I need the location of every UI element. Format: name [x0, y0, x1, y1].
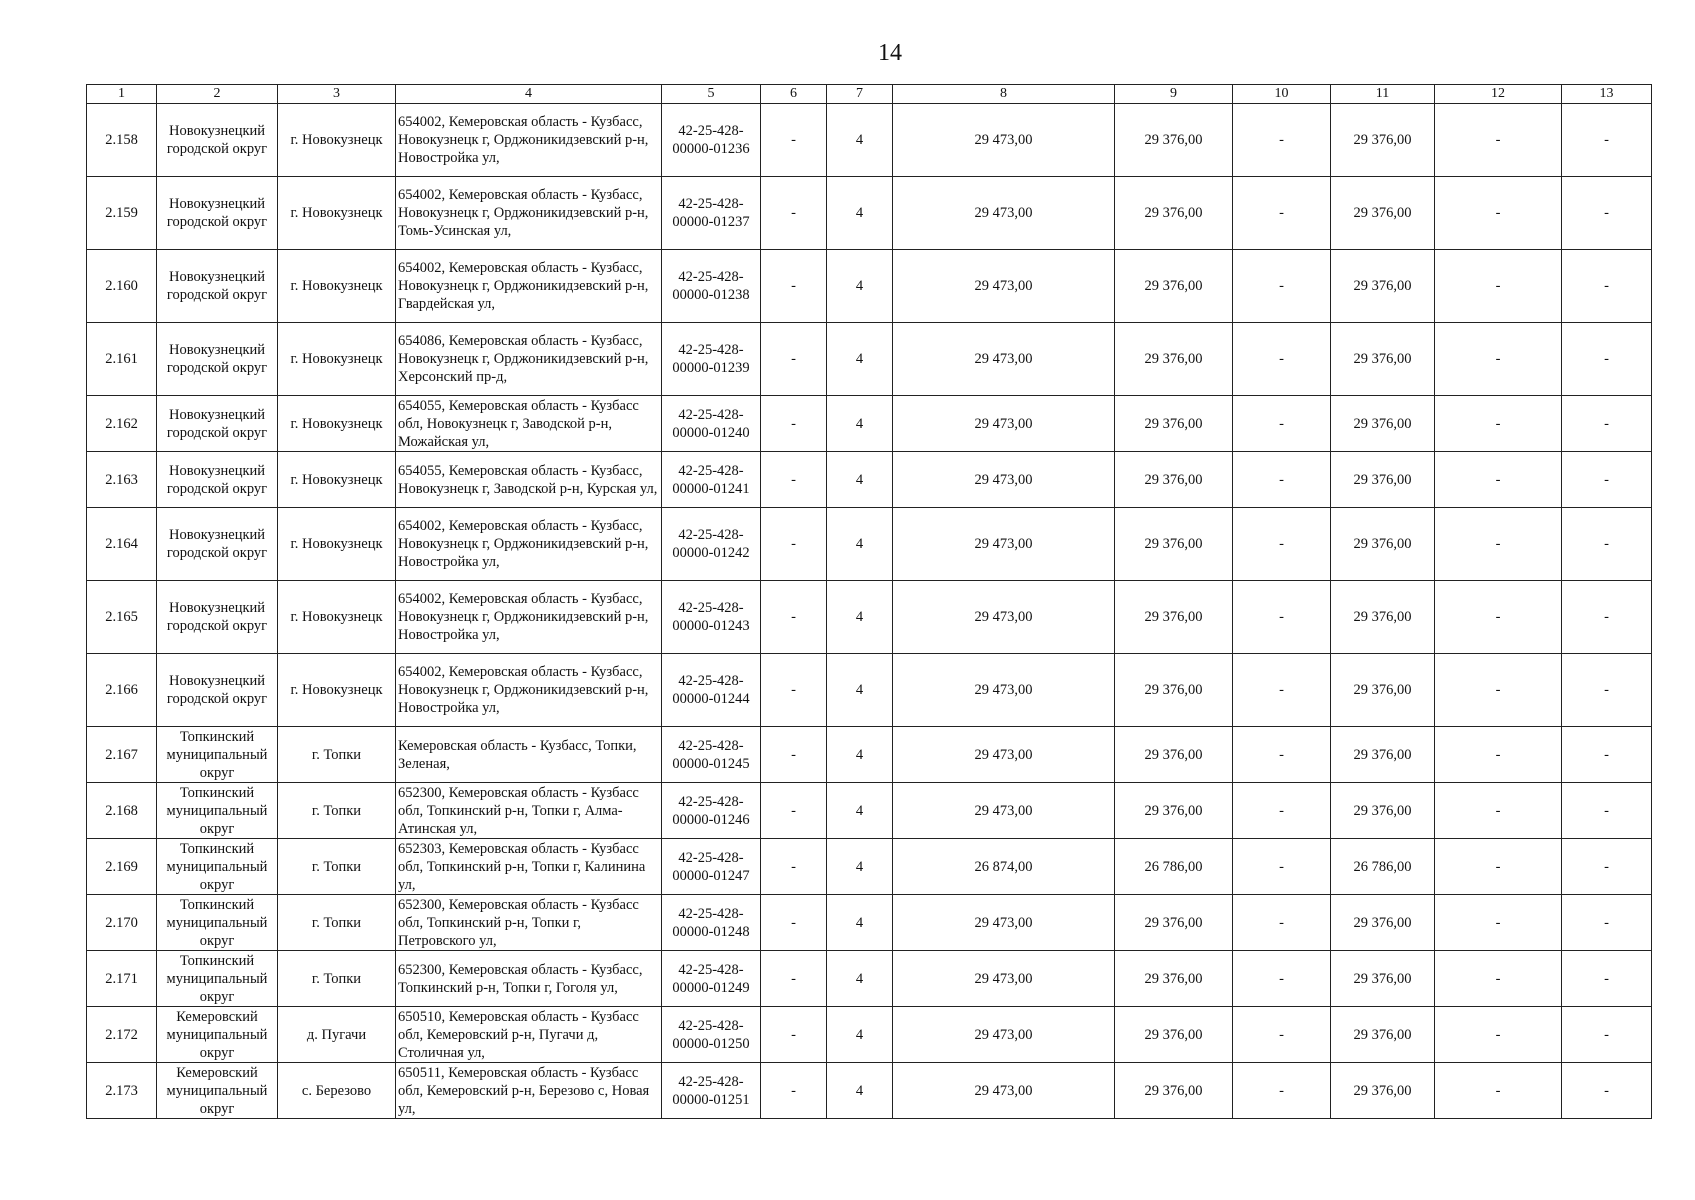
address-cell: 654002, Кемеровская область - Кузбасс, Новокузнецк г, Орджоникидзевский р-н, Новостройка ул, [396, 654, 662, 727]
col12-cell: - [1435, 727, 1562, 783]
address-cell: 654002, Кемеровская область - Кузбасс, Новокузнецк г, Орджоникидзевский р-н, Гвардейская ул, [396, 250, 662, 323]
col11-cell: 29 376,00 [1331, 1007, 1435, 1063]
row-number-cell: 2.167 [87, 727, 157, 783]
district-cell: Новокузнецкий городской округ [157, 452, 278, 508]
address-cell: 652300, Кемеровская область - Кузбасс, Топкинский р-н, Топки г, Гоголя ул, [396, 951, 662, 1007]
col6-cell: - [761, 452, 827, 508]
col10-cell: - [1233, 396, 1331, 452]
table-row [87, 1007, 1652, 1063]
col10-cell: - [1233, 323, 1331, 396]
col7-cell: 4 [827, 581, 893, 654]
code-cell: 42-25-428-00000-01241 [662, 452, 761, 508]
row-number-cell: 2.158 [87, 104, 157, 177]
table-row [87, 727, 1652, 783]
code-cell: 42-25-428-00000-01246 [662, 783, 761, 839]
row-number-cell: 2.168 [87, 783, 157, 839]
col10-cell: - [1233, 727, 1331, 783]
col9-cell: 29 376,00 [1115, 1063, 1233, 1119]
col6-cell: - [761, 654, 827, 727]
district-cell: Кемеровский муниципальный округ [157, 1063, 278, 1119]
locality-cell: г. Новокузнецк [278, 177, 396, 250]
col9-cell: 29 376,00 [1115, 1007, 1233, 1063]
col13-cell: - [1562, 654, 1652, 727]
col10-cell: - [1233, 1063, 1331, 1119]
code-cell: 42-25-428-00000-01238 [662, 250, 761, 323]
col6-cell: - [761, 508, 827, 581]
col7-cell: 4 [827, 895, 893, 951]
col13-cell: - [1562, 177, 1652, 250]
col7-cell: 4 [827, 727, 893, 783]
col13-cell: - [1562, 1007, 1652, 1063]
col9-cell: 29 376,00 [1115, 783, 1233, 839]
table-row [87, 839, 1652, 895]
row-number-cell: 2.171 [87, 951, 157, 1007]
row-number-cell: 2.170 [87, 895, 157, 951]
col6-cell: - [761, 250, 827, 323]
table-row [87, 951, 1652, 1007]
col10-cell: - [1233, 951, 1331, 1007]
locality-cell: г. Новокузнецк [278, 250, 396, 323]
col11-cell: 29 376,00 [1331, 581, 1435, 654]
col13-cell: - [1562, 250, 1652, 323]
address-cell: 654055, Кемеровская область - Кузбасс обл, Новокузнецк г, Заводской р-н, Можайская ул, [396, 396, 662, 452]
district-cell: Топкинский муниципальный округ [157, 839, 278, 895]
col6-cell: - [761, 177, 827, 250]
col8-cell: 29 473,00 [893, 1063, 1115, 1119]
col12-cell: - [1435, 1063, 1562, 1119]
col8-cell: 29 473,00 [893, 727, 1115, 783]
locality-cell: с. Березово [278, 1063, 396, 1119]
col8-cell: 29 473,00 [893, 783, 1115, 839]
col7-cell: 4 [827, 396, 893, 452]
col10-cell: - [1233, 895, 1331, 951]
district-cell: Топкинский муниципальный округ [157, 895, 278, 951]
col12-cell: - [1435, 581, 1562, 654]
col12-cell: - [1435, 396, 1562, 452]
col11-cell: 29 376,00 [1331, 1063, 1435, 1119]
table-row [87, 654, 1652, 727]
district-cell: Топкинский муниципальный округ [157, 727, 278, 783]
col13-cell: - [1562, 1063, 1652, 1119]
col6-cell: - [761, 323, 827, 396]
col6-cell: - [761, 783, 827, 839]
col6-cell: - [761, 727, 827, 783]
col8-cell: 29 473,00 [893, 250, 1115, 323]
col11-cell: 29 376,00 [1331, 654, 1435, 727]
col12-cell: - [1435, 508, 1562, 581]
row-number-cell: 2.172 [87, 1007, 157, 1063]
row-number-cell: 2.173 [87, 1063, 157, 1119]
col6-cell: - [761, 1007, 827, 1063]
column-header: 9 [1115, 85, 1233, 104]
code-cell: 42-25-428-00000-01250 [662, 1007, 761, 1063]
col9-cell: 29 376,00 [1115, 654, 1233, 727]
col13-cell: - [1562, 452, 1652, 508]
col11-cell: 29 376,00 [1331, 452, 1435, 508]
code-cell: 42-25-428-00000-01247 [662, 839, 761, 895]
code-cell: 42-25-428-00000-01236 [662, 104, 761, 177]
address-cell: 652300, Кемеровская область - Кузбасс обл, Топкинский р-н, Топки г, Петровского ул, [396, 895, 662, 951]
locality-cell: г. Топки [278, 783, 396, 839]
column-header: 11 [1331, 85, 1435, 104]
col8-cell: 29 473,00 [893, 951, 1115, 1007]
row-number-cell: 2.164 [87, 508, 157, 581]
code-cell: 42-25-428-00000-01242 [662, 508, 761, 581]
district-cell: Новокузнецкий городской округ [157, 323, 278, 396]
table-row [87, 396, 1652, 452]
district-cell: Новокузнецкий городской округ [157, 104, 278, 177]
col11-cell: 29 376,00 [1331, 783, 1435, 839]
col6-cell: - [761, 1063, 827, 1119]
row-number-cell: 2.162 [87, 396, 157, 452]
locality-cell: г. Новокузнецк [278, 581, 396, 654]
col12-cell: - [1435, 104, 1562, 177]
table-row [87, 508, 1652, 581]
col7-cell: 4 [827, 654, 893, 727]
col9-cell: 29 376,00 [1115, 508, 1233, 581]
col10-cell: - [1233, 783, 1331, 839]
page-number: 14 [878, 40, 902, 66]
col13-cell: - [1562, 839, 1652, 895]
col11-cell: 29 376,00 [1331, 104, 1435, 177]
row-number-cell: 2.166 [87, 654, 157, 727]
district-cell: Топкинский муниципальный округ [157, 951, 278, 1007]
locality-cell: г. Топки [278, 895, 396, 951]
data-table [86, 84, 1652, 1119]
locality-cell: г. Новокузнецк [278, 508, 396, 581]
col8-cell: 29 473,00 [893, 1007, 1115, 1063]
column-header: 3 [278, 85, 396, 104]
locality-cell: г. Топки [278, 951, 396, 1007]
col8-cell: 29 473,00 [893, 508, 1115, 581]
col12-cell: - [1435, 951, 1562, 1007]
col7-cell: 4 [827, 104, 893, 177]
district-cell: Новокузнецкий городской округ [157, 654, 278, 727]
table-row [87, 1063, 1652, 1119]
locality-cell: г. Новокузнецк [278, 104, 396, 177]
code-cell: 42-25-428-00000-01248 [662, 895, 761, 951]
col7-cell: 4 [827, 508, 893, 581]
col10-cell: - [1233, 508, 1331, 581]
col13-cell: - [1562, 508, 1652, 581]
row-number-cell: 2.169 [87, 839, 157, 895]
table-row [87, 177, 1652, 250]
col9-cell: 29 376,00 [1115, 895, 1233, 951]
column-header: 1 [87, 85, 157, 104]
column-header: 12 [1435, 85, 1562, 104]
address-cell: 652300, Кемеровская область - Кузбасс обл, Топкинский р-н, Топки г, Алма-Атинская ул, [396, 783, 662, 839]
col7-cell: 4 [827, 839, 893, 895]
col11-cell: 29 376,00 [1331, 508, 1435, 581]
col8-cell: 29 473,00 [893, 396, 1115, 452]
col12-cell: - [1435, 452, 1562, 508]
locality-cell: г. Новокузнецк [278, 452, 396, 508]
col6-cell: - [761, 951, 827, 1007]
district-cell: Кемеровский муниципальный округ [157, 1007, 278, 1063]
col9-cell: 29 376,00 [1115, 177, 1233, 250]
address-cell: 650510, Кемеровская область - Кузбасс обл, Кемеровский р-н, Пугачи д, Столичная ул, [396, 1007, 662, 1063]
code-cell: 42-25-428-00000-01243 [662, 581, 761, 654]
locality-cell: г. Новокузнецк [278, 323, 396, 396]
col11-cell: 29 376,00 [1331, 396, 1435, 452]
column-header: 8 [893, 85, 1115, 104]
col9-cell: 29 376,00 [1115, 452, 1233, 508]
table-row [87, 323, 1652, 396]
address-cell: 654055, Кемеровская область - Кузбасс, Новокузнецк г, Заводской р-н, Курская ул, [396, 452, 662, 508]
column-header: 7 [827, 85, 893, 104]
col13-cell: - [1562, 396, 1652, 452]
locality-cell: г. Новокузнецк [278, 654, 396, 727]
address-cell: 650511, Кемеровская область - Кузбасс обл, Кемеровский р-н, Березово с, Новая ул, [396, 1063, 662, 1119]
col8-cell: 29 473,00 [893, 895, 1115, 951]
district-cell: Топкинский муниципальный округ [157, 783, 278, 839]
col10-cell: - [1233, 839, 1331, 895]
col12-cell: - [1435, 323, 1562, 396]
col7-cell: 4 [827, 783, 893, 839]
table-row [87, 581, 1652, 654]
column-header: 4 [396, 85, 662, 104]
table-row [87, 452, 1652, 508]
col9-cell: 29 376,00 [1115, 250, 1233, 323]
address-cell: 654086, Кемеровская область - Кузбасс, Новокузнецк г, Орджоникидзевский р-н, Херсонский пр-д, [396, 323, 662, 396]
col6-cell: - [761, 839, 827, 895]
col13-cell: - [1562, 323, 1652, 396]
district-cell: Новокузнецкий городской округ [157, 250, 278, 323]
table-row [87, 250, 1652, 323]
col13-cell: - [1562, 727, 1652, 783]
row-number-cell: 2.160 [87, 250, 157, 323]
col9-cell: 29 376,00 [1115, 581, 1233, 654]
table-row [87, 104, 1652, 177]
col7-cell: 4 [827, 1007, 893, 1063]
col9-cell: 29 376,00 [1115, 727, 1233, 783]
col7-cell: 4 [827, 452, 893, 508]
col9-cell: 26 786,00 [1115, 839, 1233, 895]
col11-cell: 29 376,00 [1331, 951, 1435, 1007]
col7-cell: 4 [827, 323, 893, 396]
col7-cell: 4 [827, 951, 893, 1007]
col11-cell: 29 376,00 [1331, 727, 1435, 783]
col12-cell: - [1435, 177, 1562, 250]
address-cell: 654002, Кемеровская область - Кузбасс, Новокузнецк г, Орджоникидзевский р-н, Новостройка ул, [396, 508, 662, 581]
row-number-cell: 2.161 [87, 323, 157, 396]
col11-cell: 29 376,00 [1331, 250, 1435, 323]
address-cell: 654002, Кемеровская область - Кузбасс, Новокузнецк г, Орджоникидзевский р-н, Томь-Усинская ул, [396, 177, 662, 250]
table-row [87, 783, 1652, 839]
address-cell: 652303, Кемеровская область - Кузбасс обл, Топкинский р-н, Топки г, Калинина ул, [396, 839, 662, 895]
col10-cell: - [1233, 581, 1331, 654]
code-cell: 42-25-428-00000-01245 [662, 727, 761, 783]
col12-cell: - [1435, 783, 1562, 839]
col13-cell: - [1562, 783, 1652, 839]
column-header: 10 [1233, 85, 1331, 104]
col13-cell: - [1562, 104, 1652, 177]
address-cell: Кемеровская область - Кузбасс, Топки, Зеленая, [396, 727, 662, 783]
district-cell: Новокузнецкий городской округ [157, 508, 278, 581]
row-number-cell: 2.163 [87, 452, 157, 508]
col11-cell: 29 376,00 [1331, 895, 1435, 951]
district-cell: Новокузнецкий городской округ [157, 581, 278, 654]
col13-cell: - [1562, 895, 1652, 951]
district-cell: Новокузнецкий городской округ [157, 396, 278, 452]
col6-cell: - [761, 396, 827, 452]
locality-cell: г. Топки [278, 727, 396, 783]
col11-cell: 29 376,00 [1331, 177, 1435, 250]
column-header: 13 [1562, 85, 1652, 104]
col6-cell: - [761, 895, 827, 951]
row-number-cell: 2.159 [87, 177, 157, 250]
col10-cell: - [1233, 452, 1331, 508]
col13-cell: - [1562, 581, 1652, 654]
col9-cell: 29 376,00 [1115, 323, 1233, 396]
col10-cell: - [1233, 104, 1331, 177]
table-row [87, 895, 1652, 951]
column-header: 2 [157, 85, 278, 104]
col9-cell: 29 376,00 [1115, 104, 1233, 177]
code-cell: 42-25-428-00000-01239 [662, 323, 761, 396]
locality-cell: г. Топки [278, 839, 396, 895]
col11-cell: 26 786,00 [1331, 839, 1435, 895]
col10-cell: - [1233, 1007, 1331, 1063]
col10-cell: - [1233, 250, 1331, 323]
col12-cell: - [1435, 654, 1562, 727]
col12-cell: - [1435, 839, 1562, 895]
col12-cell: - [1435, 250, 1562, 323]
code-cell: 42-25-428-00000-01244 [662, 654, 761, 727]
column-header: 6 [761, 85, 827, 104]
col9-cell: 29 376,00 [1115, 951, 1233, 1007]
col11-cell: 29 376,00 [1331, 323, 1435, 396]
col7-cell: 4 [827, 177, 893, 250]
address-cell: 654002, Кемеровская область - Кузбасс, Новокузнецк г, Орджоникидзевский р-н, Новостройка ул, [396, 581, 662, 654]
col8-cell: 29 473,00 [893, 177, 1115, 250]
col10-cell: - [1233, 654, 1331, 727]
col13-cell: - [1562, 951, 1652, 1007]
code-cell: 42-25-428-00000-01237 [662, 177, 761, 250]
col8-cell: 29 473,00 [893, 581, 1115, 654]
header-row [87, 85, 1652, 104]
column-header: 5 [662, 85, 761, 104]
row-number-cell: 2.165 [87, 581, 157, 654]
col8-cell: 29 473,00 [893, 654, 1115, 727]
col12-cell: - [1435, 1007, 1562, 1063]
col7-cell: 4 [827, 250, 893, 323]
col8-cell: 26 874,00 [893, 839, 1115, 895]
address-cell: 654002, Кемеровская область - Кузбасс, Новокузнецк г, Орджоникидзевский р-н, Новостройка ул, [396, 104, 662, 177]
district-cell: Новокузнецкий городской округ [157, 177, 278, 250]
locality-cell: д. Пугачи [278, 1007, 396, 1063]
locality-cell: г. Новокузнецк [278, 396, 396, 452]
col12-cell: - [1435, 895, 1562, 951]
col6-cell: - [761, 581, 827, 654]
code-cell: 42-25-428-00000-01240 [662, 396, 761, 452]
col8-cell: 29 473,00 [893, 104, 1115, 177]
col8-cell: 29 473,00 [893, 323, 1115, 396]
code-cell: 42-25-428-00000-01249 [662, 951, 761, 1007]
col10-cell: - [1233, 177, 1331, 250]
col6-cell: - [761, 104, 827, 177]
code-cell: 42-25-428-00000-01251 [662, 1063, 761, 1119]
col9-cell: 29 376,00 [1115, 396, 1233, 452]
col8-cell: 29 473,00 [893, 452, 1115, 508]
col7-cell: 4 [827, 1063, 893, 1119]
